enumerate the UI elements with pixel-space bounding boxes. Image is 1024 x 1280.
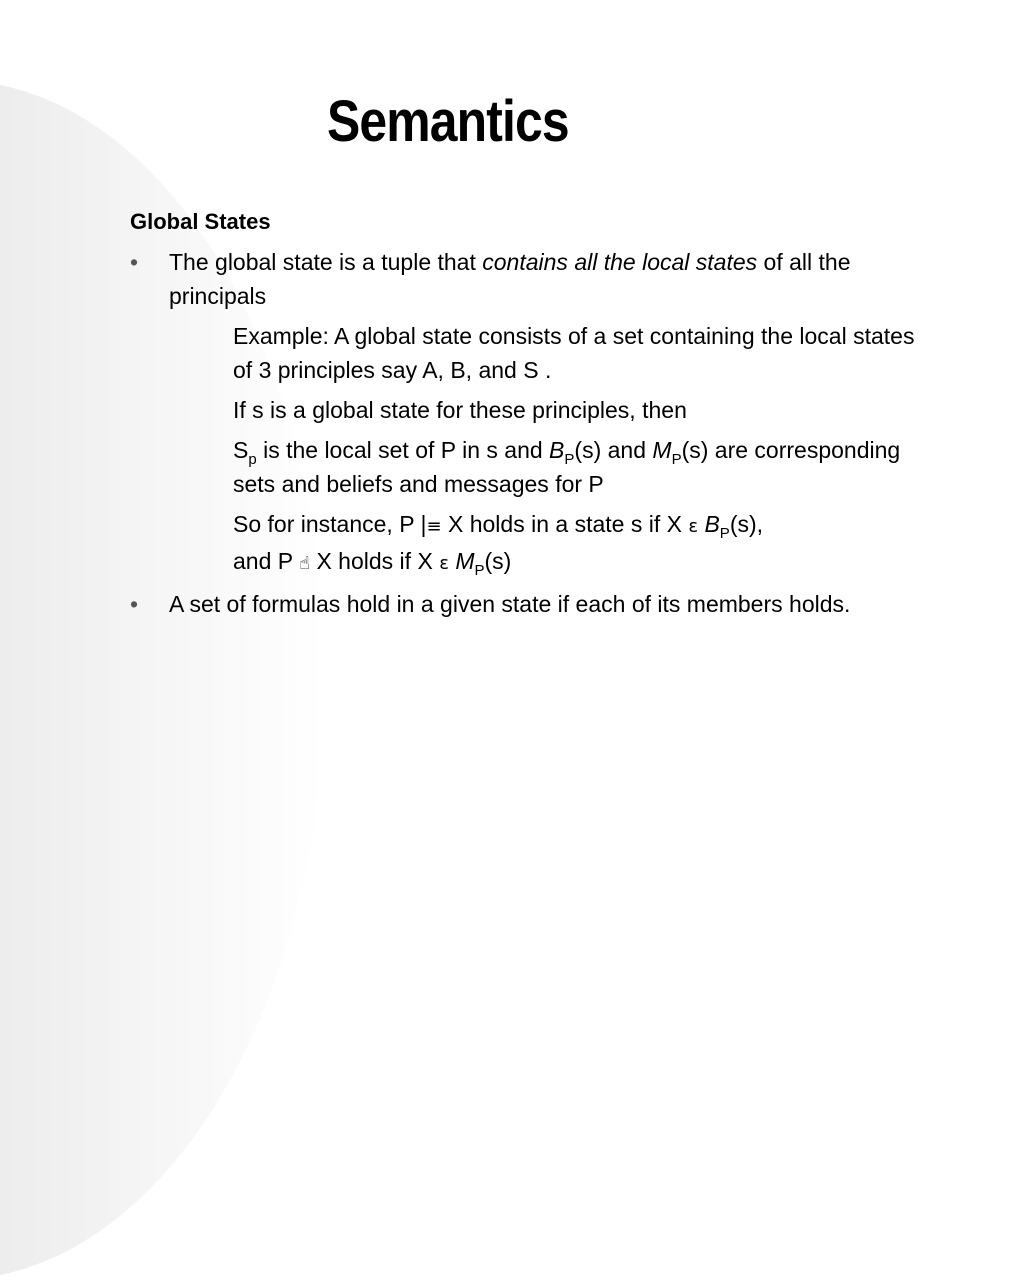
m-post-text: (s): [484, 548, 512, 574]
local-set-paragraph: [233, 433, 940, 501]
sees-hand-icon: ☝: [299, 553, 311, 574]
m-subscript: P: [474, 562, 485, 579]
b-symbol: B: [549, 437, 565, 463]
instance-line2-pre: and P: [233, 548, 300, 574]
slide-title: Semantics: [327, 89, 569, 154]
bullet-text-pre: The global state is a tuple that: [169, 249, 483, 275]
element-of-icon: ε: [688, 516, 699, 537]
element-of-icon: ε: [439, 553, 449, 574]
m-symbol: M: [455, 548, 475, 574]
m-symbol: M: [652, 437, 672, 463]
bullet-text-post: of all the principals: [169, 249, 851, 309]
instance-line2-mid: X holds if X: [310, 548, 440, 574]
b-subscript: P: [564, 451, 575, 468]
local-set-text: is the local set of P in s and: [256, 437, 550, 463]
s-subscript: p: [248, 451, 257, 468]
b-symbol: B: [704, 511, 720, 537]
s-symbol: S: [233, 437, 249, 463]
instance-paragraph: [233, 507, 940, 581]
bullet-marker: •: [130, 249, 139, 275]
bullet-formulas: [130, 587, 940, 621]
b-post-text: (s) and: [574, 437, 653, 463]
m-post-text: (s) are corresponding sets and beliefs and messages for P: [233, 437, 901, 497]
section-heading: Global States: [130, 209, 271, 234]
slide-body: [130, 205, 940, 627]
b-subscript: P: [719, 525, 730, 542]
believes-icon: ≡: [426, 516, 442, 537]
instance-pre: So for instance, P |: [233, 511, 427, 537]
bullet-text-emphasis: contains all the local states: [482, 249, 758, 275]
bullet-text: A set of formulas hold in a given state if each of its members holds.: [169, 591, 851, 617]
m-subscript: P: [671, 451, 682, 468]
instance-mid: X holds in a state s if X: [441, 511, 689, 537]
example-paragraph: Example: A global state consists of a set containing the local states of 3 principles say A, B, and S .: [233, 323, 915, 383]
b-post-text: (s),: [729, 511, 764, 537]
bullet-marker: •: [130, 591, 139, 617]
bullet-global-state: [130, 245, 940, 313]
global-state-paragraph: If s is a global state for these principles, then: [233, 397, 687, 423]
